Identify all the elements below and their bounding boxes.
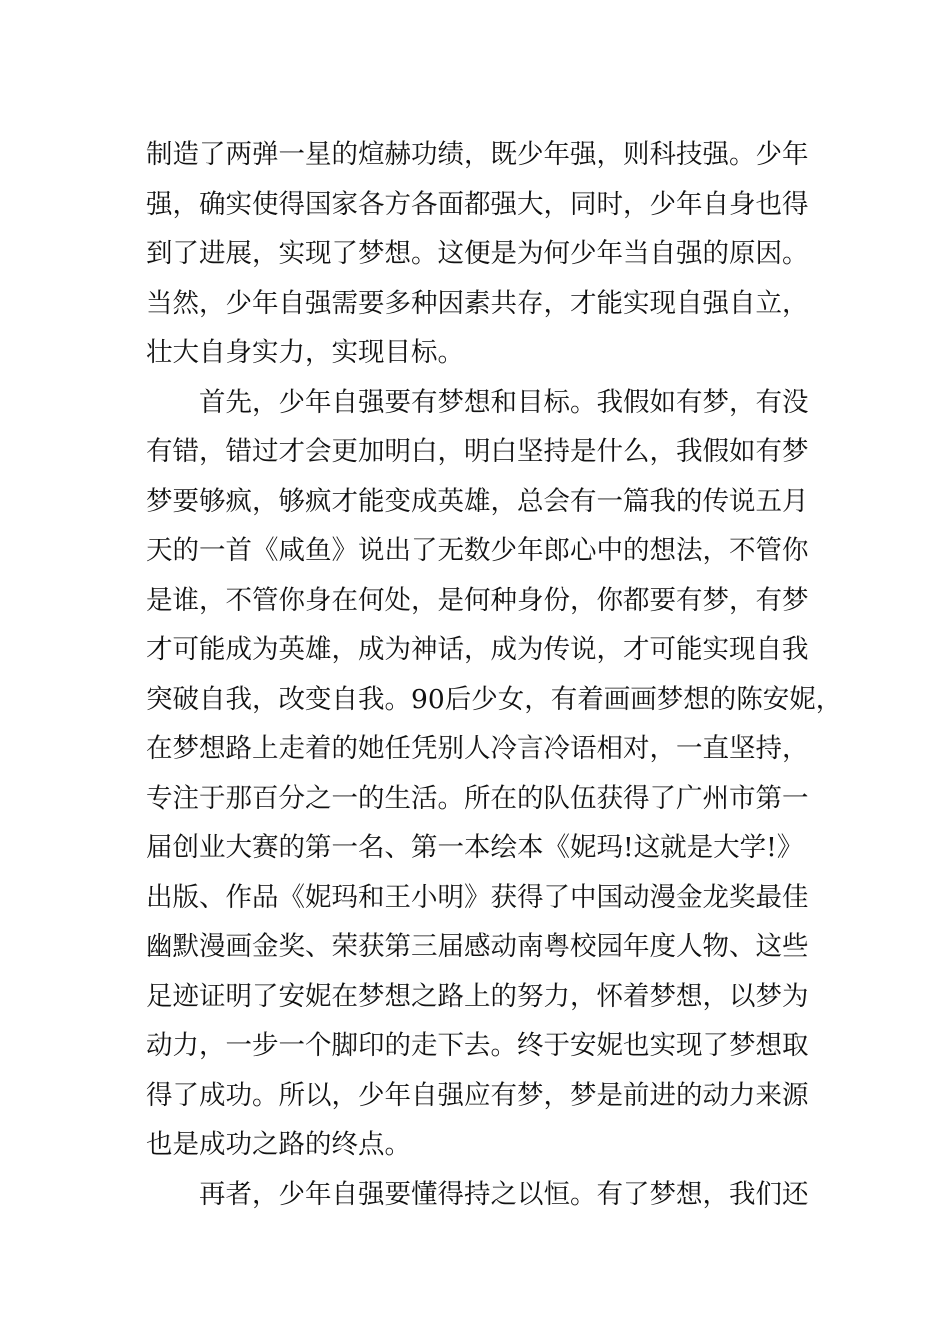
text-line-3: 到了进展，实现了梦想。这便是为何少年当自强的原因。 (146, 238, 809, 269)
text-line-2: 强，确实使得国家各方各面都强大，同时，少年自身也得 (146, 188, 809, 220)
text-line-10: 是谁，不管你身在何处，是何种身份，你都要有梦，有梦 (146, 584, 809, 616)
text-line-7: 有错，错过才会更加明白，明白坚持是什么，我假如有梦 (146, 436, 809, 467)
text-line-1: 制造了两弹一星的煊赫功绩，既少年强，则科技强。少年 (146, 139, 809, 170)
text-line-4: 当然，少年自强需要多种因素共存，才能实现自强自立， (146, 287, 809, 319)
text-line-20: 得了成功。所以，少年自强应有梦，梦是前进的动力来源 (146, 1079, 809, 1111)
text-line-12: 突破自我，改变自我。90后少女，有着画画梦想的陈安妮， (146, 683, 843, 715)
paragraph-start-line-22: 再者，少年自强要懂得持之以恒。有了梦想，我们还 (199, 1178, 809, 1210)
text-line-5: 壮大自身实力，实现目标。 (146, 337, 464, 368)
text-line-13: 在梦想路上走着的她任凭别人冷言冷语相对，一直坚持， (146, 733, 809, 764)
text-line-18: 足迹证明了安妮在梦想之路上的努力，怀着梦想，以梦为 (146, 980, 809, 1012)
text-line-19: 动力，一步一个脚印的走下去。终于安妮也实现了梦想取 (146, 1030, 809, 1061)
document-body-text (146, 130, 843, 1219)
text-line-21: 也是成功之路的终点。 (146, 1129, 411, 1160)
text-line-17: 幽默漫画金奖、荣获第三届感动南粤校园年度人物、这些 (146, 931, 809, 962)
text-line-9: 天的一首《咸鱼》说出了无数少年郎心中的想法，不管你 (146, 535, 809, 566)
text-line-8: 梦要够疯，够疯才能变成英雄，总会有一篇我的传说五月 (146, 485, 809, 517)
text-line-14: 专注于那百分之一的生活。所在的队伍获得了广州市第一 (146, 782, 809, 814)
text-line-11: 才可能成为英雄，成为神话，成为传说，才可能实现自我 (146, 634, 809, 665)
text-line-16: 出版、作品《妮玛和王小明》获得了中国动漫金龙奖最佳 (146, 881, 809, 913)
text-line-15: 届创业大赛的第一名、第一本绘本《妮玛!这就是大学!》 (146, 832, 804, 863)
paragraph-start-line-6: 首先，少年自强要有梦想和目标。我假如有梦，有没 (199, 386, 809, 418)
